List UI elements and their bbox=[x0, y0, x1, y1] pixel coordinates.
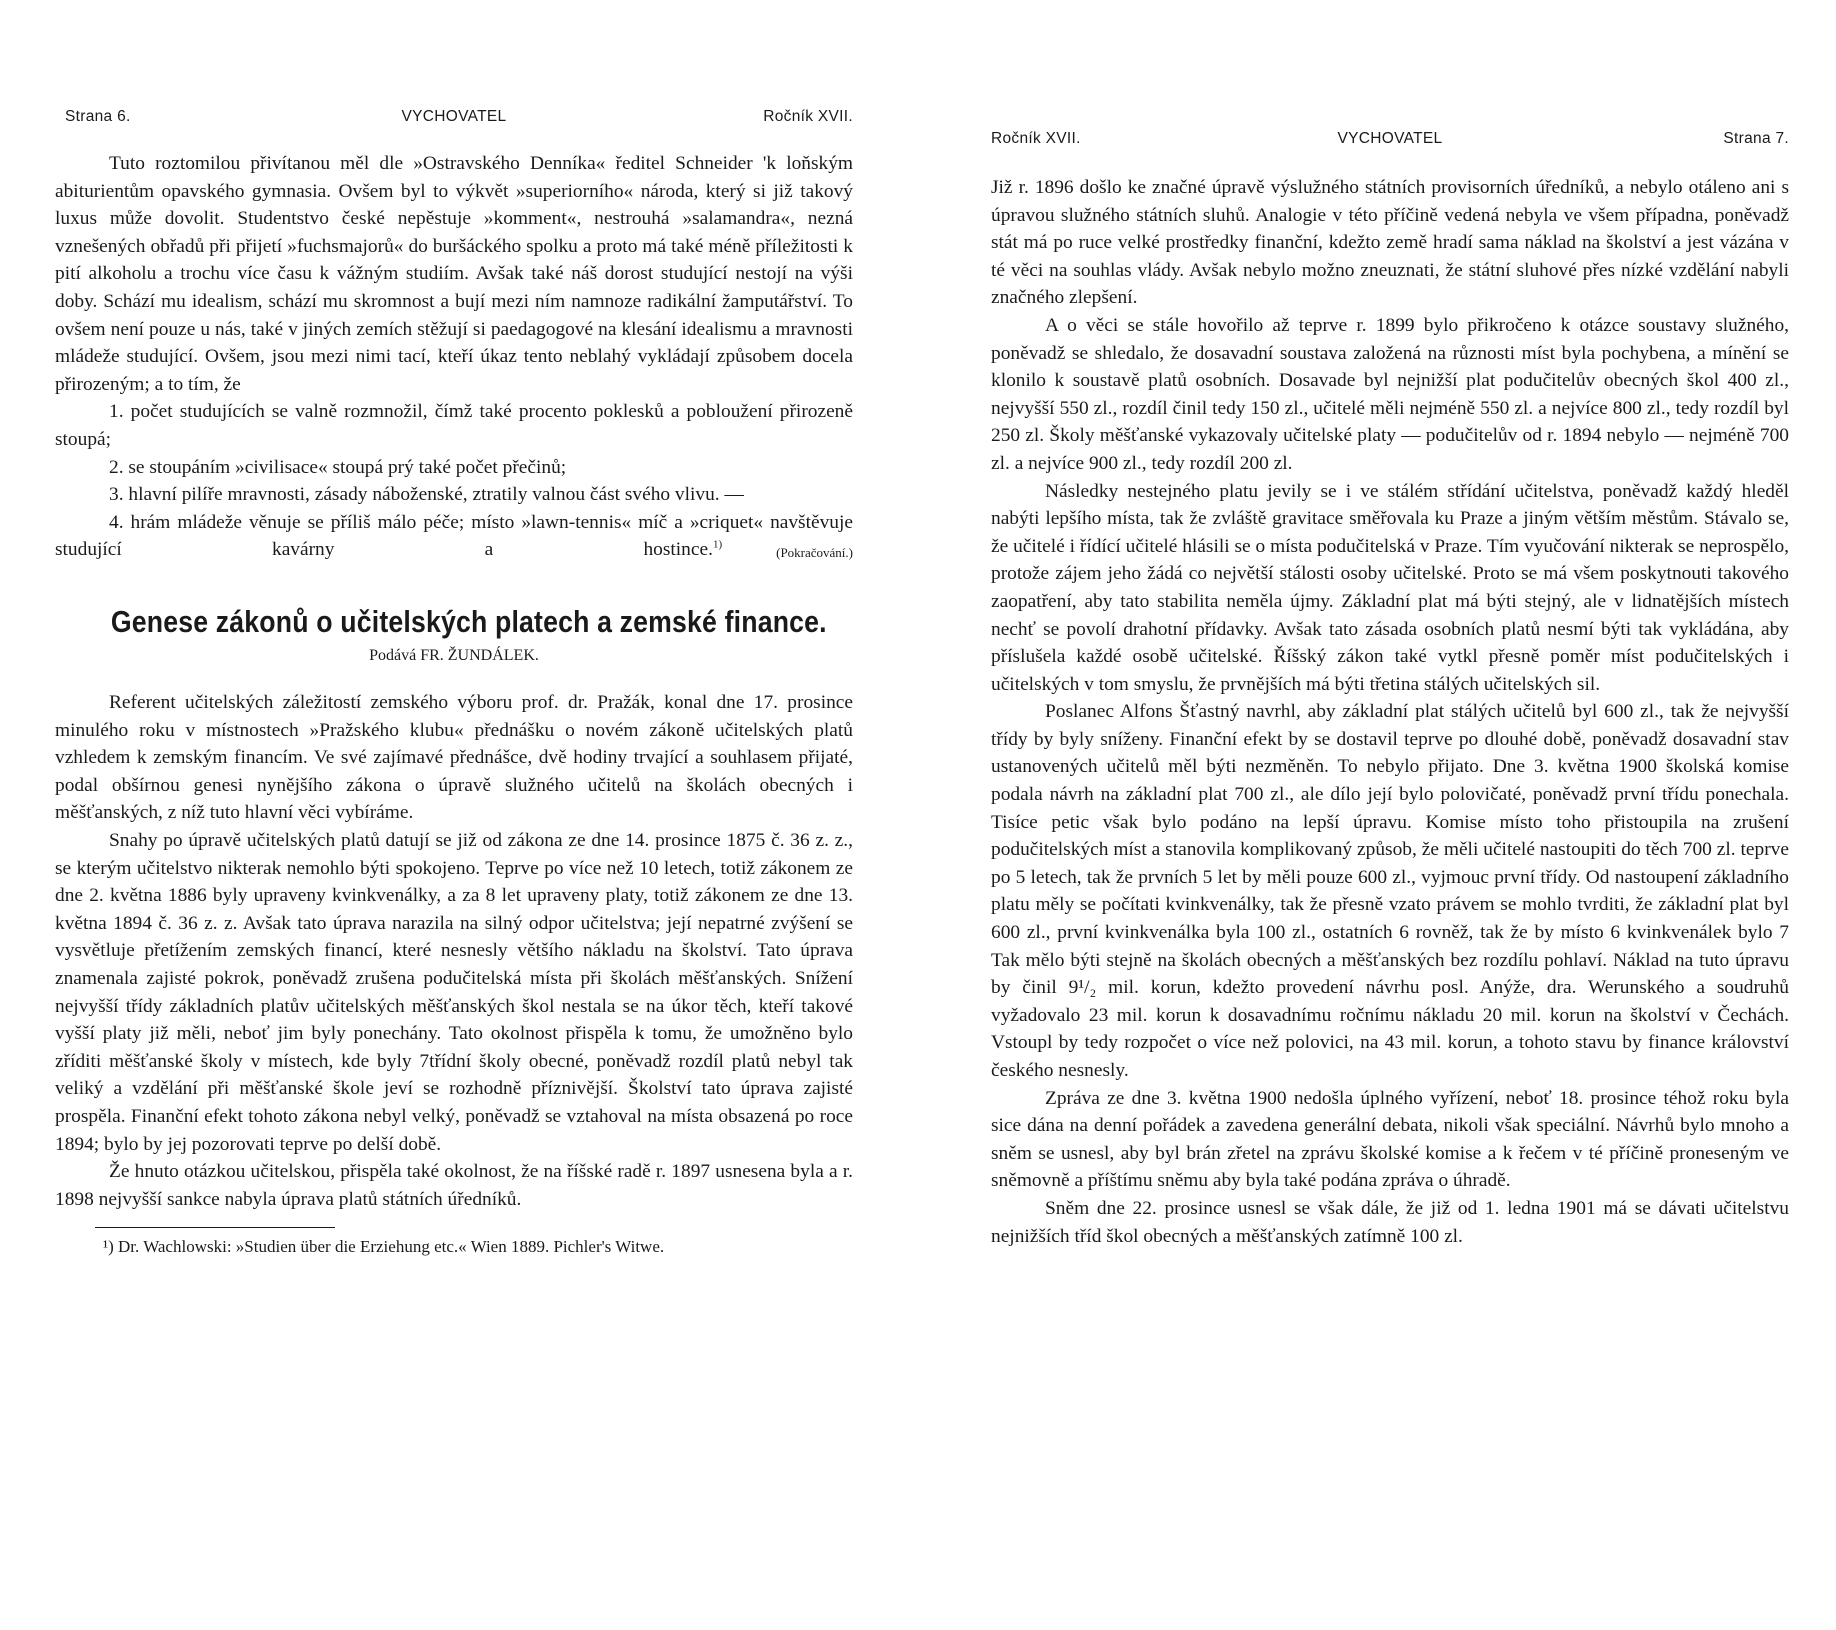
right-page-number: Strana 7. bbox=[1723, 130, 1789, 147]
left-page bbox=[55, 108, 853, 1608]
left-body-text bbox=[55, 150, 853, 1258]
footnote: ¹) Dr. Wachlowski: »Studien über die Erziehung etc.« Wien 1889. Pichler's Witwe. bbox=[103, 1237, 665, 1257]
continuation-note: (Pokračování.) bbox=[776, 545, 853, 561]
right-paragraph-3: Následky nestejného platu jevily se i ve stálém střídání učitelstva, poněvadž každý hleděl nabýti lepšího místa, tak že zvláště gravitace směřovala ku Praze a jiným větším městům. Stávalo se, že učitelé i řídící učitelé hlásili se o místa podučitelská v Praze. Tím vyučování nikterak se neprospělo, protože zájem jeho žádá co největší stálosti osoby učitelské. Proto se má všem poskytnouti takového zaopatření, aby tato stabilita neměla újmy. Základní plat má býti stejný, ale v lidnatějších místech nechť se povolí drahotní přídavky. Avšak tato zásada osobních platů nesmí býti tak vykládána, aby příslušela každé osobě učitelské. Říšský zákon také vytkl přesně poměr míst podučitelských i učitelských v tom smyslu, že prvnějších má býti třetina stálých učitelských sil. bbox=[991, 480, 1789, 695]
list-item-2: 2. se stoupáním »civilisace« stoupá prý také počet přečinů; bbox=[109, 456, 567, 478]
article-byline: Podává FR. ŽUNDÁLEK. bbox=[369, 646, 539, 664]
right-paragraph-6: Sněm dne 22. prosince usnesl se však dále, že již od 1. ledna 1901 má se dávati učitelstvu nejnižších tříd škol obecných a měšťanských zatímně 100 zl. bbox=[991, 1197, 1789, 1247]
article-paragraph-2: Snahy po úpravě učitelských platů datují se již od zákona ze dne 14. prosince 1875 č. 36 z. z., se kterým učitelstvo nikterak nemohlo býti spokojeno. Teprve po více než 10 letech, totiž zákonem ze dne 2. května 1886 byly upraveny kvinkvenálky, a za 8 let upraveny platy, totiž zákonem ze dne 13. května 1894 č. 36 z. z. Avšak tato úprava narazila na silný odpor učitelstva; její nepatrné zvýšení se vysvětluje přetížením zemských financí, které nesnesly většího nákladu na školství. Tato úprava znamenala zajisté pokrok, poněvadž zrušena podučitelská místa při školách měšťanských. Snížení nejvyšší třídy základních platův učitelských měšťanských škol nestala se na úkor těch, kteří takové vyšší platy již měli, neboť jim byly ponechány. Tato okolnost přispěla k tomu, že umožněno bylo zříditi měšťanské školy v místech, kde byly 7třídní školy obecné, poněvadž rozdíl platů nebyl tak veliký a vzdělání při měšťanské škole jeví se rozhodně příznivější. Školství tato úprava zajisté prospěla. Finanční efekt tohoto zákona nebyl velký, poněvadž se vztahoval na místa obsazená po roce 1894; bylo by jej pozorovati teprve po delší době. bbox=[55, 830, 853, 1155]
left-volume: Ročník XVII. bbox=[763, 108, 853, 125]
footnote-reference: 1) bbox=[712, 538, 723, 551]
left-running-head bbox=[55, 108, 853, 130]
right-running-head bbox=[991, 130, 1789, 152]
list-item-4: 4. hrám mládeže věnuje se příliš málo péče; místo »lawn-tennis« míč a »criquet« navštěvuje studující kavárny a hostince. bbox=[55, 511, 853, 561]
article-paragraph-1: Referent učitelských záležitostí zemského výboru prof. dr. Pražák, konal dne 17. prosince minulého roku v místnostech »Pražského klubu« přednášku o novém zákoně učitelských platů vzhledem k zemským financím. Ve své zajímavé přednášce, dvě hodiny trvající a souhlasem přijaté, podal obšírnou genesi nynějšího zákona o úpravě služného učitelů na školách obecných i měšťanských, z níž tuto hlavní věci vybíráme. bbox=[55, 692, 853, 824]
right-volume: Ročník XVII. bbox=[991, 130, 1081, 147]
left-page-number: Strana 6. bbox=[65, 108, 131, 125]
right-paragraph-5: Zpráva ze dne 3. května 1900 nedošla úplného vyřízení, neboť 18. prosince téhož roku byla sice dána na denní pořádek a zavedena generální debata, nikoli však speciální. Návrhů bylo mnoho a sněm se usnesl, aby byl brán zřetel na zprávu školské komise a k řečem v té příčině proneseným ve sněmovně a příštímu sněmu aby byla také podána zpráva o úhradě. bbox=[991, 1087, 1789, 1192]
article-title: Genese zákonů o učitelských platech a zemské finance. bbox=[110, 603, 827, 639]
article-paragraph-3: Že hnuto otázkou učitelskou, přispěla také okolnost, že na říšské radě r. 1897 usnesena byla a r. 1898 nejvyšší sankce nabyla úprava platů státních úředníků. bbox=[55, 1161, 853, 1210]
right-body-text bbox=[991, 174, 1789, 1250]
left-journal-name: VYCHOVATEL bbox=[401, 108, 507, 125]
footnote-divider bbox=[95, 1227, 335, 1228]
list-item-1: 1. počet studujících se valně rozmnožil, čímž také procento poklesků a pobloužení přirozeně stoupá; bbox=[55, 401, 853, 450]
right-page bbox=[991, 130, 1789, 1630]
right-paragraph-2: A o věci se stále hovořilo až teprve r. 1899 bylo přikročeno k otázce soustavy služného, poněvadž se shledalo, že dosavadní soustava založená na různosti míst byla pochybena, a mínění se klonilo k soustavě platů osobních. Dosavade byl nejnižší plat podučitelův obecných škol 400 zl., nejvyšší 550 zl., rozdíl činil tedy 150 zl., učitelé měli nejméně 550 zl. a nejvíce 800 zl., tedy rozdíl byl 250 zl. Školy měšťanské vykazovaly učitelské platy — podučitelův od r. 1894 nebylo — nejméně 700 zl. a nejvíce 900 zl., tedy rozdíl 200 zl. bbox=[991, 314, 1789, 474]
list-item-3: 3. hlavní pilíře mravnosti, zásady náboženské, ztratily valnou část svého vlivu. — bbox=[109, 484, 744, 506]
right-journal-name: VYCHOVATEL bbox=[1337, 130, 1443, 147]
right-paragraph-4: Poslanec Alfons Šťastný navrhl, aby základní plat stálých učitelů byl 600 zl., tak že nejvyšší třídy by byly sníženy. Finanční efekt by se dostavil teprve po dlouhé době, poněvadž dosavadní stav ustanovených učitelů měl býti nezměněn. To nebylo přijato. Dne 3. května 1900 školská komise podala návrh na základní plat 700 zl., ale dílo její bylo polovičaté, poněvadž první třídu ponechala. Tisíce petic však bylo podáno na lepší úpravu. Komise místo toho přistoupila na zrušení podučitelských míst a stanovila komplikovaný způsob, že měli učitelé nastoupiti do těch 700 zl. teprve po 5 letech, tak že prvních 5 let by měli pouze 600 zl., vyjmouc první třídy. Od nastoupení základního platu měly se počítati kvinkvenálky, tak že přesně vzato právem se mohlo tvrditi, že základní plat byl 600 zl., první kvinkvenálka byla 100 zl., ostatních 6 rovněž, tak že by místo 6 kvinkvenálek bylo 7 Tak mělo býti stejně na školách obecných a měšťanských bez rozdílu pohlaví. Náklad na tuto úpravu by činil 9¹/₂ mil. korun, kdežto provedení návrhu posl. Anýže, dra. Werunského a soudruhů vyžadovalo 23 mil. korun k dosavadnímu ročnímu nákladu 20 mil. korun na školství v Čechách. Vstoupl by tedy rozpočet o více než polovici, na 43 mil. korun, a tohoto stavu by finance království českého nesnesly. bbox=[991, 701, 1789, 1081]
left-paragraph-intro: Tuto roztomilou přivítanou měl dle »Ostravského Denníka« ředitel Schneider 'k loňským abiturientům opavského gymnasia. Ovšem byl to výkvět »superiorního« národa, který si již takový luxus může dovolit. Studentstvo české nepěstuje »komment«, nestrouhá »salamandra«, nezná vznešených obřadů při přijetí »fuchsmajorů« do buršáckého spolku a proto má také méně příležitosti k pití alkoholu a trochu více času k vážným studiím. Avšak také náš dorost studující nestojí na výši doby. Schází mu idealism, schází mu skromnost a bují mezi ním namnoze radikální žamputářství. To ovšem není pouze u nás, také v jiných zemích stěžují si paedagogové na klesání idealismu a mravnosti mládeže studující. Ovšem, jsou mezi nimi tací, kteří úkaz tento neblahý vykládají způsobem docela přirozeným; a to tím, že bbox=[55, 153, 853, 395]
list-item-4-wrapper bbox=[55, 509, 853, 564]
right-paragraph-1: Již r. 1896 došlo ke značné úpravě výslužného státních provisorních úředníků, a nebylo otáleno ani s úpravou služného státních sluhů. Analogie v této příčině vedená nebyla ve všem případna, poněvadž stát má po ruce velké prostředky finanční, kdežto země hradí sama náklad na školství a jest vázána v té věci na souhlas vlády. Avšak nebylo možno zneuznati, že státní sluhové přes nízké vzdělání nabyli značného zlepšení. bbox=[991, 177, 1789, 309]
